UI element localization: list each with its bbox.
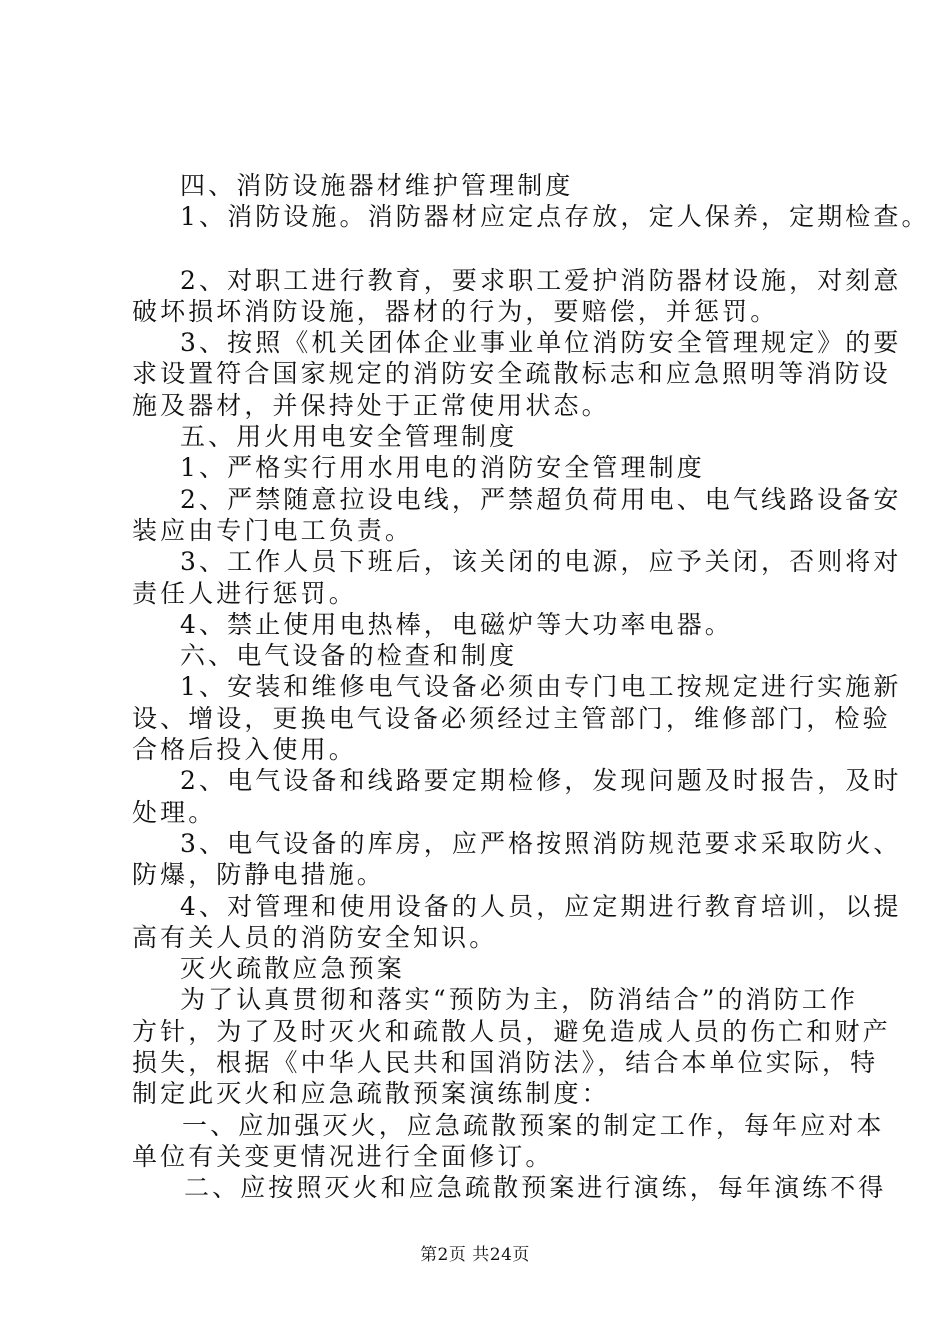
paragraph-line: 2、电气设备和线路要定期检修，发现问题及时报告，及时	[180, 766, 902, 796]
paragraph-line: 制定此灭火和应急疏散预案演练制度：	[132, 1079, 610, 1109]
paragraph-line: 高有关人员的消防安全知识。	[132, 922, 498, 952]
paragraph-line: 施及器材，并保持处于正常使用状态。	[132, 390, 610, 420]
paragraph-line: 装应由专门电工负责。	[132, 515, 414, 545]
paragraph-line: 1、安装和维修电气设备必须由专门电工按规定进行实施新	[180, 672, 902, 702]
paragraph-line: 2、严禁随意拉设电线，严禁超负荷用电、电气线路设备安	[180, 484, 902, 514]
paragraph-line: 2、对职工进行教育，要求职工爱护消防器材设施，对刻意	[180, 265, 902, 295]
section-heading: 五、用火用电安全管理制度	[180, 422, 518, 452]
paragraph-line: 处理。	[132, 797, 217, 827]
blank-line	[132, 233, 832, 265]
paragraph-line: 方针，为了及时灭火和疏散人员，避免造成人员的伤亡和财产	[132, 1016, 891, 1046]
section-heading: 灭火疏散应急预案	[180, 954, 405, 984]
paragraph-line: 破坏损坏消防设施，器材的行为，要赔偿，并惩罚。	[132, 296, 779, 326]
paragraph-line: 3、电气设备的库房，应严格按照消防规范要求采取防火、	[180, 828, 902, 858]
document-body	[132, 170, 930, 1204]
paragraph-line: 责任人进行惩罚。	[132, 578, 357, 608]
paragraph-line: 二、应按照灭火和应急疏散预案进行演练，每年演练不得	[184, 1173, 887, 1203]
paragraph-line: 4、对管理和使用设备的人员，应定期进行教育培训，以提	[180, 891, 902, 921]
paragraph-line: 单位有关变更情况进行全面修订。	[132, 1141, 554, 1171]
paragraph-line: 合格后投入使用。	[132, 735, 357, 765]
paragraph-line: 1、严格实行用水用电的消防安全管理制度	[180, 453, 705, 483]
paragraph-line: 1、消防设施。消防器材应定点存放，定人保养，定期检查。	[180, 202, 930, 232]
section-heading: 四、消防设施器材维护管理制度	[180, 171, 574, 200]
paragraph-line: 防爆，防静电措施。	[132, 860, 385, 890]
paragraph-line: 4、禁止使用电热棒，电磁炉等大功率电器。	[180, 609, 733, 639]
paragraph-line: 设、增设，更换电气设备必须经过主管部门，维修部门，检验	[132, 703, 891, 733]
paragraph-line: 求设置符合国家规定的消防安全疏散标志和应急照明等消防设	[132, 359, 891, 389]
paragraph-line: 损失，根据《中华人民共和国消防法》，结合本单位实际，特	[132, 1048, 879, 1078]
section-heading: 六、电气设备的检查和制度	[180, 641, 518, 671]
paragraph-line: 3、工作人员下班后，该关闭的电源，应予关闭，否则将对	[180, 547, 902, 577]
paragraph-line: 3、按照《机关团体企业事业单位消防安全管理规定》的要	[180, 328, 902, 358]
paragraph-line: 一、应加强灭火，应急疏散预案的制定工作，每年应对本	[182, 1110, 885, 1140]
paragraph-line: 为了认真贯彻和落实“预防为主，防消结合”的消防工作	[180, 985, 859, 1015]
page-number-footer: 第2页 共24页	[420, 1245, 530, 1265]
